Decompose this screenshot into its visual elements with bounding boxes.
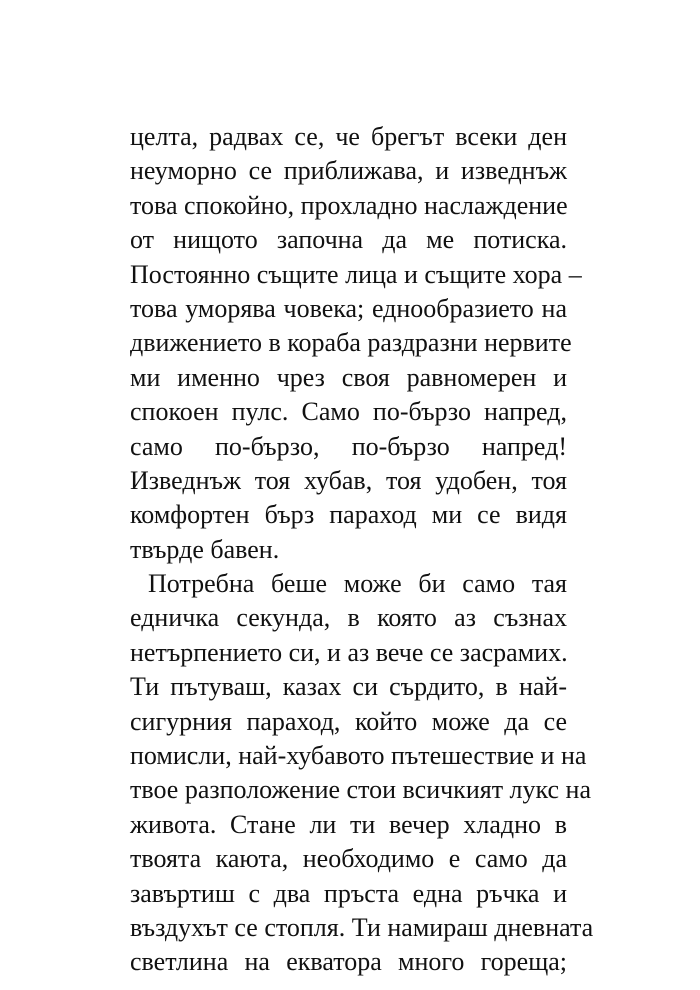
- text-line: твърде бавен.: [130, 534, 280, 564]
- text-line: от нищото започна да ме потиска.: [130, 225, 567, 255]
- text-line: живота. Стане ли ти вечер хладно в: [130, 809, 567, 839]
- text-line: въздухът се стопля. Ти намираш дневната: [130, 912, 594, 942]
- text-line: спокоен пулс. Само по-бързо напред,: [130, 397, 567, 427]
- text-line: Ти пътуваш, казах си сърдито, в най-: [130, 672, 567, 702]
- text-line: това спокойно, прохладно наслаждение: [130, 190, 568, 220]
- text-line: твоята каюта, необходимо е само да: [130, 844, 567, 874]
- text-line: Постоянно същите лица и същите хора –: [130, 259, 582, 289]
- text-line: помисли, най-хубавото пътешествие и на: [130, 741, 587, 771]
- text-line: комфортен бърз параход ми се видя: [130, 500, 567, 530]
- text-line: движението в кораба раздразни нервите: [130, 328, 572, 358]
- text-line: нетърпението си, и аз вече се засрамих.: [130, 637, 568, 667]
- text-line: светлина на екватора много гореща;: [130, 947, 567, 977]
- body-text: [130, 120, 594, 980]
- text-line: твое разположение стои всичкият лукс на: [130, 775, 592, 805]
- text-line: целта, радвах се, че брегът всеки ден: [130, 122, 567, 151]
- text-line: неуморно се приближава, и изведнъж: [130, 156, 567, 186]
- text-line: завъртиш с два пръста една ръчка и: [130, 878, 567, 908]
- paragraph-first-line: Потребна беше може би само тая: [148, 569, 567, 599]
- text-line: сигурния параход, който може да се: [130, 706, 567, 736]
- text-line: ми именно чрез своя равномерен и: [130, 362, 567, 392]
- text-line: Изведнъж тоя хубав, тоя удобен, тоя: [130, 465, 567, 495]
- text-line: това уморява човека; еднообразието на: [130, 293, 567, 323]
- text-line: едничка секунда, в която аз съзнах: [130, 603, 567, 633]
- text-line: само по-бързо, по-бързо напред!: [130, 431, 567, 461]
